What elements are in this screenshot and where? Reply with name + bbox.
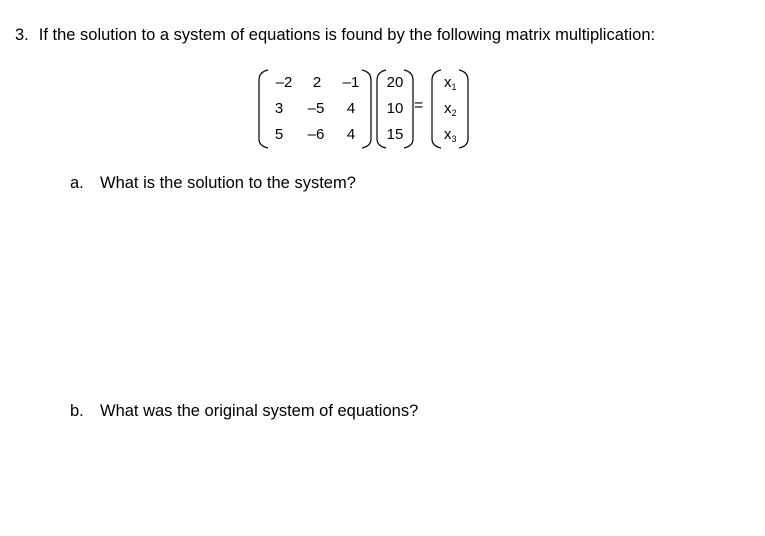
matrix-cell: –2: [275, 74, 293, 91]
variable-base: x: [444, 100, 452, 117]
variable-subscript: 2: [451, 108, 457, 118]
variable-subscript: 1: [451, 82, 457, 92]
variable-base: x: [444, 74, 452, 91]
constant-cell: 10: [386, 100, 404, 117]
constants-vector-left-paren: [377, 70, 386, 148]
constant-cell: 20: [386, 74, 404, 91]
variable-x2: [444, 101, 457, 121]
part-a-text: What is the solution to the system?: [100, 174, 356, 192]
matrix-equation: [0, 0, 765, 160]
matrix-cell: –6: [307, 126, 325, 143]
part-b-text: What was the original system of equations?: [100, 402, 419, 420]
matrix-cell: –5: [307, 100, 325, 117]
part-b-question: [70, 402, 418, 421]
matrix-cell: 2: [312, 74, 322, 91]
variable-subscript: 3: [451, 134, 457, 144]
question-text: If the solution to a system of equations is found by the following matrix multiplication:: [38, 26, 656, 44]
variable-x3: [444, 127, 457, 147]
matrix-cell: –1: [342, 74, 360, 91]
variables-vector-left-paren: [432, 70, 441, 148]
coefficient-matrix-right-paren: [362, 70, 371, 148]
variables-vector-right-paren: [459, 70, 468, 148]
coefficient-matrix-left-paren: [259, 70, 268, 148]
variable-base: x: [444, 126, 452, 143]
variable-x1: [444, 75, 457, 95]
part-b-letter: b.: [70, 402, 84, 420]
part-a-letter: a.: [70, 174, 84, 192]
matrix-brackets: [0, 0, 765, 160]
matrix-cell: 4: [346, 100, 356, 117]
constants-vector-right-paren: [404, 70, 413, 148]
constant-cell: 15: [386, 126, 404, 143]
matrix-cell: 4: [346, 126, 356, 143]
question-number: 3.: [15, 26, 29, 44]
matrix-cell: 5: [274, 126, 284, 143]
equals-sign: =: [414, 97, 424, 114]
matrix-cell: 3: [274, 100, 284, 117]
part-a-question: [70, 174, 356, 193]
